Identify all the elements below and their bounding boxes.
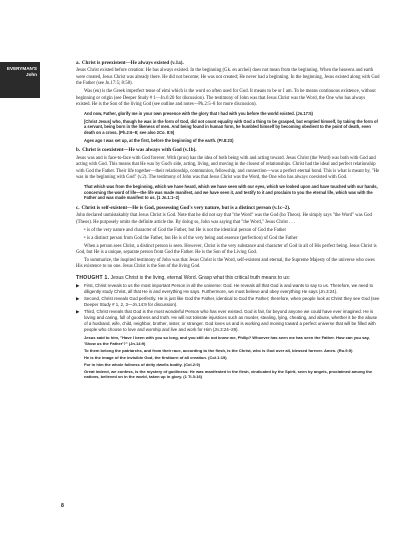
triangle-right-icon: ▶ xyxy=(76,283,80,289)
thought-box xyxy=(76,275,380,380)
thought-point: ▶ Second, Christ reveals God perfectly. He is just like God the Father, identical to God the Father; therefore, when people look at Christ they see God (see Deeper Study # 1, 2, 3—Jn.14:9 for discussion). xyxy=(76,296,380,308)
scripture-quote: For in him the whole fullness of deity dwells bodily. (Col.2:9) xyxy=(84,361,200,367)
bullet-item: is a distinct person from God the Father, but He is of the very being and essence (perfection) of God the Father xyxy=(86,235,298,241)
section-heading: Christ is preexistent—He always existed (v.1a). xyxy=(81,60,184,66)
bullet-item: is of the very nature and character of God the Father, but He is not the identical person of God the Father xyxy=(86,227,287,233)
scripture-quote: That which was from the beginning, which we have heard, which we have seen with our eyes, which we looked upon and have touched with our hands, concerning the word of life—the life was made manifest, and we have seen it, and testify to it and proclaim to you the eternal life, which was with the Father and was made manifest to us. (1 Jn.1:1–2) xyxy=(84,183,378,201)
thought-point: ▶ Third, Christ reveals that God is the most wonderful Person who has ever existed. God is fair, far beyond anyone we could have ever imagined. He is loving and caring, full of goodness and truth. He will not tolerate injustices such as murder, stealing, lying, cheating, and abuse, whether it be the abuse of a husband, wife, child, neighbor, brother, sister, or stranger. God loves us and is working and moving toward a perfect universe that will be filled with people who choose to love and worship and live and work for Him (Jn.3:24–29). xyxy=(76,309,378,333)
scripture-quote: [Christ Jesus] who, though he was in the form of God, did not count equality with God a thing to be grasped, but emptied himself, by taking the form of a servant, being born in the likeness of men. And being found in human form, he humbled himself by becoming obedient to the point of death, even death on a cross. (Ph.2:6–8; see also 2Co. 8:9) xyxy=(84,118,378,136)
paragraph: Was (en) is the Greek imperfect tense of eimi which is the word so often used for God. It means to be or I am. To be means continuous existence, without beginning or origin (see Deeper Study # 1—Jn.6:20 for discussion). The testimony of John was that Jesus Christ was the Word, the One who has always existed. He is the Son of the living God (see outline and notes—Ph.2:5–8 for more discussion). xyxy=(76,89,376,108)
paragraph: Jesus was and is face-to-face with God forever. With (pros) has the idea of both being with and acting toward. Jesus Christ (the Word) was both with God and acting with God. This means that He was by God's side, acting, living, and moving in the closest of relationships. Christ had the ideal and perfect relationship with God the Father. Their life together—their relationship, communion, fellowship, and connection—was a perfect eternal bond. This is what is meant by, "He was in the beginning with God" (v.2). The testimony of John was that Jesus Christ was the Word, the One who has always coexisted with God. xyxy=(76,155,380,181)
scripture-quote: And now, Father, glorify me in your own presence with the glory that I had with you before the world existed. (Jn.17:5) xyxy=(84,110,313,116)
scripture-quote: To them belong the patriarchs, and from their race, according to the flesh, is the Christ, who is God over all, blessed forever. Amen. (Ro.9:5) xyxy=(84,347,353,353)
tab-series: EVERYMAN'S xyxy=(6,66,37,71)
section-c: c. Christ is self-existent—He is God, possessing God's very nature, but is a distinct person (v.1c–2). John declared unmistakably that Jesus Christ is God. Note that he did not say that "the Word" was the God (ho Theos). He simply says "the Word" was God (Theos). He purposely omits the definite article the. By doing so, John was saying that "the Word," Jesus Christ . . . • is of the very nature and character of God the Father, but He is not the identical person of God the Father • is a distinct person from God the Father, but He is of the very being and essence (perfection) of God the Father When a person sees Christ, a distinct person is seen. However, Christ is the very substance and character of God in all of His perfect being. Jesus Christ is God, but He is a unique, separate person from God the Father. He is the Son of the Living God. To summarize, the inspired testimony of John was that Jesus Christ is the Word, self-existent and eternal, the Supreme Majesty of the universe who owes His existence to no one. Jesus Christ is the Son of the living God. xyxy=(76,205,380,271)
section-letter: b. xyxy=(76,147,81,154)
scripture-quote: Great indeed, we confess, is the mystery of godliness: He was manifested in the flesh, vindicated by the Spirit, seen by angels, proclaimed among the nations, believed on in the world, taken up in glory. (1 Ti.3:16) xyxy=(84,368,373,380)
tab-book: John xyxy=(26,71,37,77)
thought-intro: Jesus Christ is the living, eternal Word. Grasp what this critical truth means to us: xyxy=(110,275,291,282)
section-letter: c. xyxy=(76,205,80,212)
scripture-quote: Ages ago I was set up, at the first, before the beginning of the earth. (Pr.8:23) xyxy=(84,137,234,143)
paragraph: Jesus Christ existed before creation: He has always existed. In the beginning (Gk. en archei) does not mean from the beginning. When the heavens and earth were created, Jesus Christ was already there. He did not become; He was not created; He never had a beginning. In the beginning, Jesus existed along with God the Father (see Jn.17:5; 8:58). xyxy=(76,68,380,87)
scripture-quote: He is the image of the invisible God, the firstborn of all creation. (Col.1:15) xyxy=(84,354,227,360)
triangle-right-icon: ▶ xyxy=(76,296,80,302)
page-number: 8 xyxy=(61,503,64,509)
section-a xyxy=(76,60,380,143)
paragraph: To summarize, the inspired testimony of John was that Jesus Christ is the Word, self-existent and eternal, the Supreme Majesty of the universe who owes His existence to no one. Jesus Christ is the Son of the living God. xyxy=(76,257,375,270)
scripture-quote: Jesus said to him, "Have I been with you so long, and you still do not know me, Philip? Whoever has seen me has seen the Father. How can you say, 'Show us the Father'?" (Jn.14:9) xyxy=(84,334,370,346)
section-heading: Christ is coexistent—He was always with God (v.1b). xyxy=(82,147,197,154)
section-heading: Christ is self-existent—He is God, possessing God's very nature, but is a distinct person (v.1c–2). xyxy=(81,205,291,212)
section-letter: a. xyxy=(76,60,80,66)
paragraph: When a person sees Christ, a distinct person is seen. However, Christ is the very substance and character of God in all of His perfect being. Jesus Christ is God, but He is a unique, separate person from God the Father. He is the Son of the Living God. xyxy=(76,243,377,256)
thought-point: ▶ First, Christ reveals to us the most important Person in all the universe: God. He reveals all that God is and wants to say to us. Therefore, we need to diligently study Christ, all that He is and everything He says. Furthermore, we must believe and obey everything He says (Jn.3:24). xyxy=(76,283,374,295)
section-b xyxy=(76,147,380,201)
thought-label: THOUGHT 1. xyxy=(76,275,110,282)
book-tab xyxy=(0,62,40,98)
triangle-right-icon: ▶ xyxy=(76,309,80,315)
page-body xyxy=(76,56,380,381)
paragraph: John declared unmistakably that Jesus Christ is God. Note that he did not say that "the Word" was the God (ho Theos). He simply says "the Word" was God (Theos). He purposely omits the definite article the. By doing so, John was saying that "the Word," Jesus Christ . . . xyxy=(76,213,372,225)
